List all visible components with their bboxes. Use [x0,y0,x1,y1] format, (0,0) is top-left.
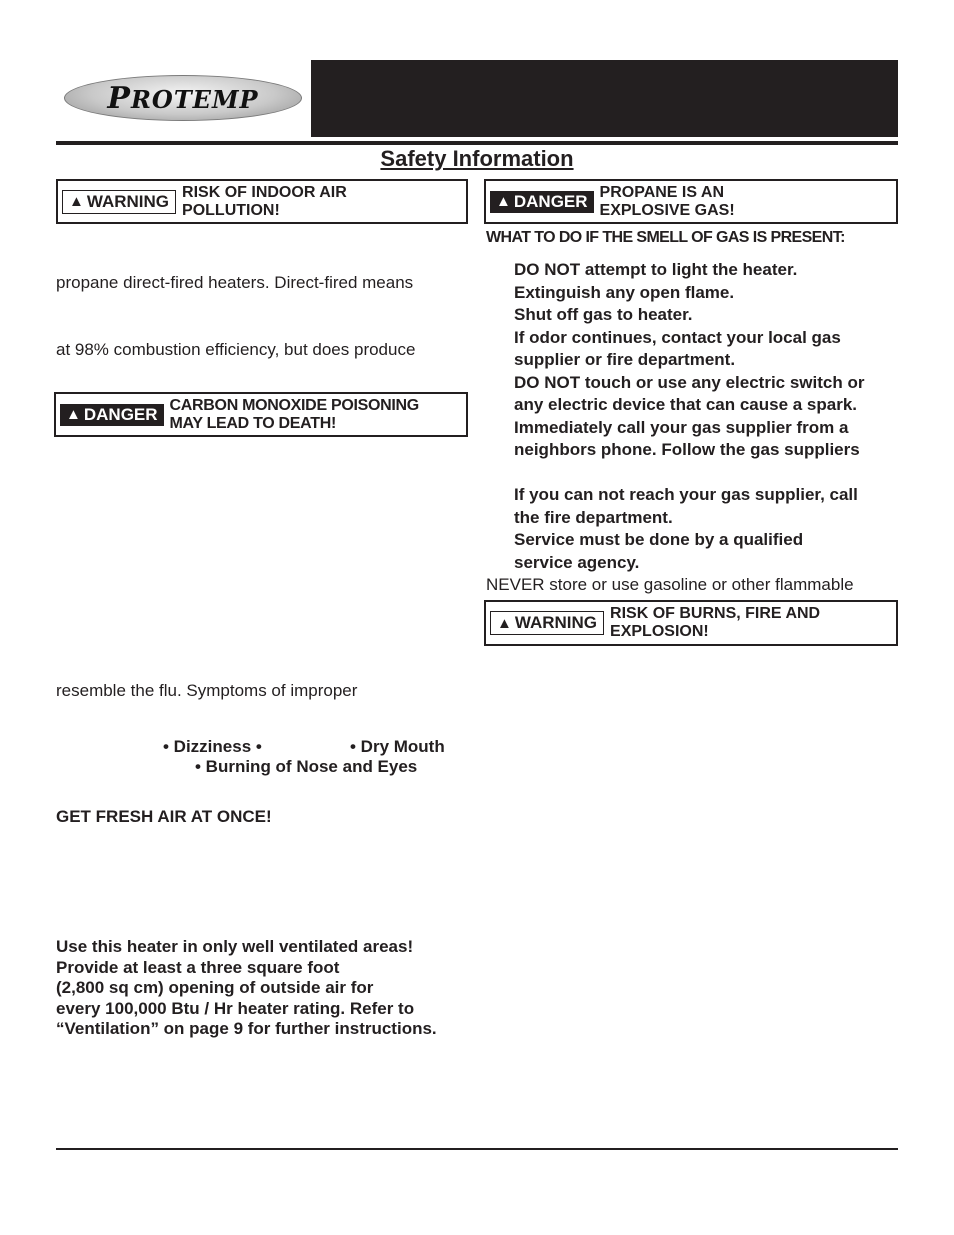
danger-message: CARBON MONOXIDE POISONING MAY LEAD TO DEATH! [169,396,419,432]
paragraph-direct-fired: propane direct-fired heaters. Direct-fired means [56,273,414,292]
never-store-notice: NEVER store or use gasoline or other flammable [486,575,854,594]
step-item: Service must be done by a qualified [514,530,804,549]
warning-tag: ▲ WARNING [62,190,176,214]
step-item: neighbors phone. Follow the gas suppliers [514,440,860,459]
danger-message: PROPANE IS AN EXPLOSIVE GAS! [599,183,735,219]
step-item: supplier or fire department. [514,350,736,369]
danger-triangle-icon: ▲ [66,406,81,423]
step-item: the fire department. [514,507,673,527]
footer-rule [56,1148,898,1150]
danger-propane-explosive [484,179,898,224]
step-item: If you can not reach your gas supplier, call [514,485,858,504]
paragraph-symptoms: resemble the flu. Symptoms of improper [56,681,358,700]
header-band [311,60,898,137]
warning-tag: ▲ WARNING [490,611,604,635]
danger-carbon-monoxide [54,392,468,437]
danger-triangle-icon: ▲ [496,193,511,210]
logo-oval [64,75,302,121]
warning-triangle-icon: ▲ [497,614,512,632]
logo-wordmark: PROTEMP [107,80,259,116]
ventilation-notice: Use this heater in only well ventilated areas! Provide at least a three square foot (2,800 sq cm) opening of outside air for every 100,000 Btu / Hr heater rating. Refer to “Ventilation” on page 9 for further instructions. [56,937,437,1038]
symptom-burning-eyes: • Burning of Nose and Eyes [195,757,418,776]
paragraph-combustion: at 98% combustion efficiency, but does produce [56,340,416,359]
step-item: Shut off gas to heater. [514,305,693,324]
warning-burns-fire [484,600,898,646]
step-item: Immediately call your gas supplier from a [514,417,849,437]
header-rule [56,141,898,145]
step-item [514,462,864,485]
step-item: Extinguish any open flame. [514,282,735,302]
danger-tag: ▲ DANGER [60,404,164,426]
warning-message: RISK OF INDOOR AIR POLLUTION! [182,183,347,219]
gas-smell-steps [514,259,864,574]
danger-tag: ▲ DANGER [490,191,594,213]
brand-logo [56,60,310,136]
section-title: Safety Information [380,146,574,171]
symptom-dry-mouth: • Dry Mouth [350,737,445,756]
warning-message: RISK OF BURNS, FIRE AND EXPLOSION! [610,605,821,640]
step-item: If odor continues, contact your local gas [514,327,841,347]
step-item: DO NOT attempt to light the heater. [514,260,798,279]
warning-indoor-air [56,179,468,224]
fresh-air-notice: GET FRESH AIR AT ONCE! [56,807,272,826]
gas-smell-heading: WHAT TO DO IF THE SMELL OF GAS IS PRESENT: [486,229,845,246]
step-item: any electric device that can cause a spark. [514,395,858,414]
warning-triangle-icon: ▲ [69,193,84,210]
symptom-dizziness: • Dizziness • [163,737,262,756]
step-item: service agency. [514,552,640,572]
step-item: DO NOT touch or use any electric switch or [514,372,865,392]
